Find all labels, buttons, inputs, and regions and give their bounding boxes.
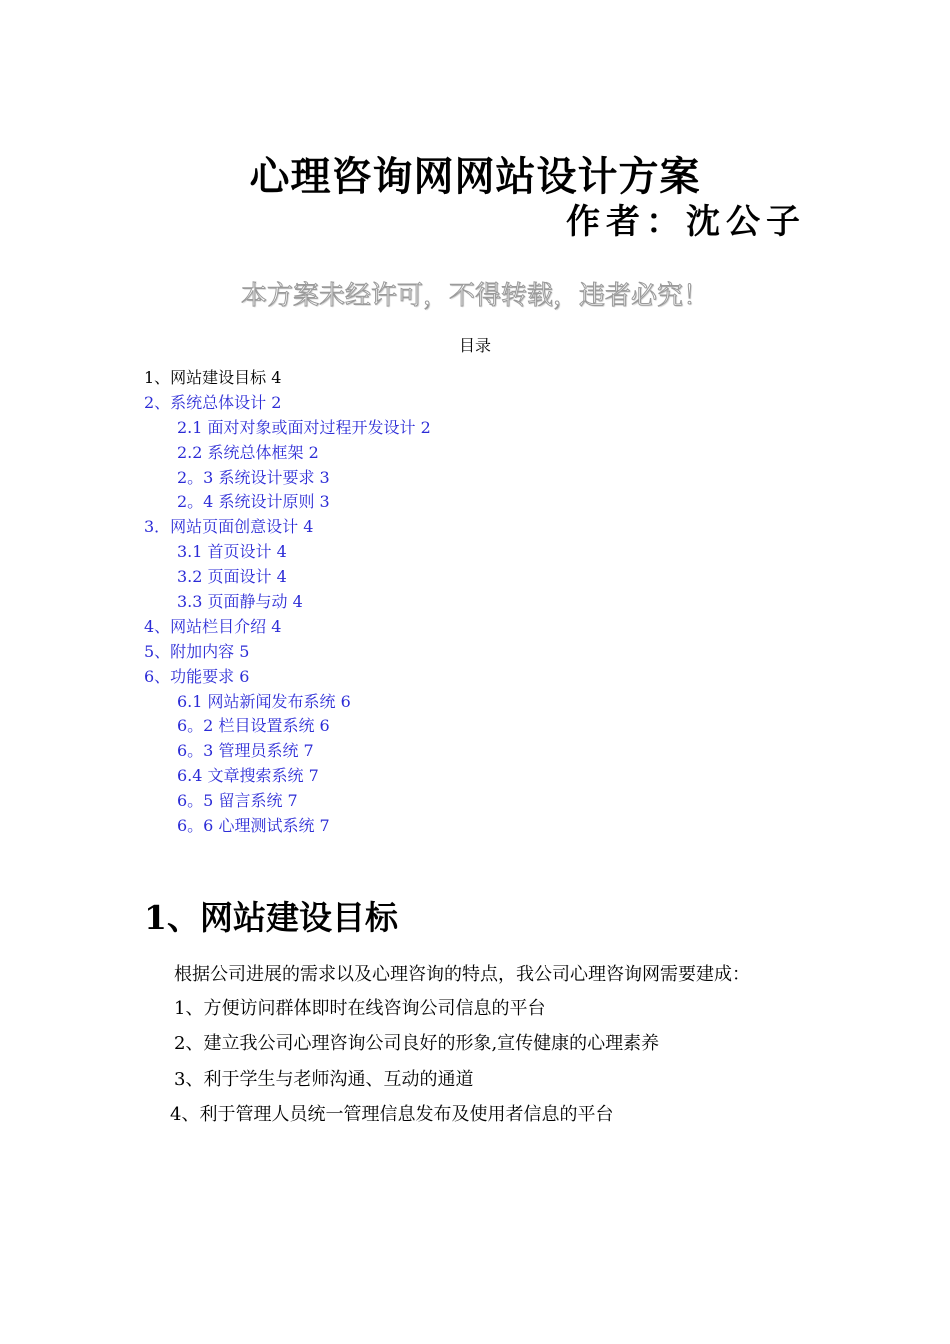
toc-item-2-4[interactable]: 2。4 系统设计原则 3 [177, 492, 330, 512]
toc-item-3-1[interactable]: 3.1 首页设计 4 [177, 542, 287, 562]
toc-item-6-5[interactable]: 6。5 留言系统 7 [177, 791, 298, 811]
goal-item-3: 3、利于学生与老师沟通、互动的通道 [174, 1069, 474, 1090]
toc-item-6-2[interactable]: 6。2 栏目设置系统 6 [177, 716, 330, 736]
toc-item-2[interactable]: 2、系统总体设计 2 [144, 392, 282, 412]
toc-item-2-2[interactable]: 2.2 系统总体框架 2 [177, 442, 319, 462]
toc-item-3[interactable]: 3．网站页面创意设计 4 [144, 517, 314, 537]
toc-item-6-1[interactable]: 6.1 网站新闻发布系统 6 [177, 691, 351, 711]
toc-item-6-6[interactable]: 6。6 心理测试系统 7 [177, 816, 330, 836]
toc-item-6-4[interactable]: 6.4 文章搜索系统 7 [177, 766, 319, 786]
toc-item-5[interactable]: 5、附加内容 5 [144, 641, 250, 661]
goal-item-2: 2、建立我公司心理咨询公司良好的形象,宣传健康的心理素养 [174, 1033, 660, 1054]
toc-item-6-3[interactable]: 6。3 管理员系统 7 [177, 741, 314, 761]
copyright-notice: 本方案未经许可，不得转载，违者必究！ [240, 281, 709, 311]
toc-item-2-1[interactable]: 2.1 面对对象或面对过程开发设计 2 [177, 417, 431, 437]
toc-item-6[interactable]: 6、功能要求 6 [144, 666, 250, 686]
section-1-heading: 1、网站建设目标 [144, 898, 398, 938]
author-line: 作者：沈公子 [566, 202, 806, 242]
toc-item-3-3[interactable]: 3.3 页面静与动 4 [177, 592, 303, 612]
toc-item-3-2[interactable]: 3.2 页面设计 4 [177, 567, 287, 587]
goal-item-1: 1、方便访问群体即时在线咨询公司信息的平台 [174, 998, 546, 1019]
toc-heading: 目录 [458, 336, 491, 355]
section-1-intro: 根据公司进展的需求以及心理咨询的特点，我公司心理咨询网需要建成： [174, 964, 750, 985]
toc-item-2-3[interactable]: 2。3 系统设计要求 3 [177, 467, 330, 487]
goal-item-4: 4、利于管理人员统一管理信息发布及使用者信息的平台 [170, 1104, 614, 1125]
table-of-contents [144, 366, 431, 839]
toc-item-1[interactable]: 1、网站建设目标 4 [144, 368, 282, 387]
toc-item-4[interactable]: 4、网站栏目介绍 4 [144, 616, 282, 636]
document-title: 心理咨询网网站设计方案 [249, 152, 701, 200]
